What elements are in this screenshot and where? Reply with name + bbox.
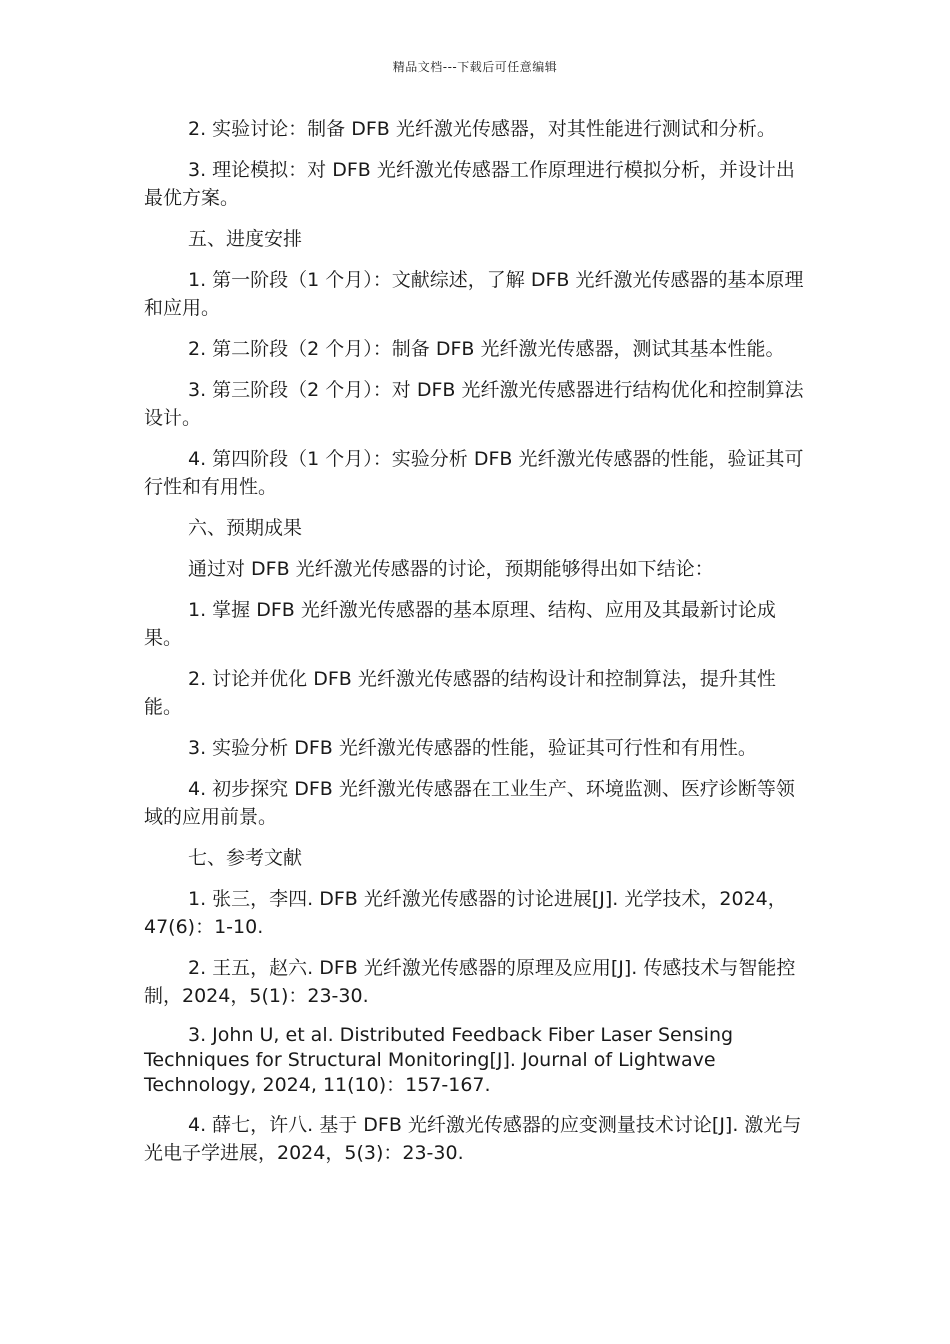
reference-3: 3. John U, et al. Distributed Feedback Fiber Laser Sensing Techniques for Structural Monitoring[J]. Journal of Lightwave Technology, 2024, 11(10)：157-167. [144,1024,734,1096]
document-body [144,115,810,1180]
page-header: 精品文档---下载后可任意编辑 [392,60,558,74]
schedule-stage-1: 1. 第一阶段（1 个月）：文献综述，了解 DFB 光纤激光传感器的基本原理和应用。 [144,269,804,319]
expected-result-4: 4. 初步探究 DFB 光纤激光传感器在工业生产、环境监测、医疗诊断等领域的应用前景。 [144,778,795,828]
expected-result-3: 3. 实验分析 DFB 光纤激光传感器的性能，验证其可行性和有用性。 [188,737,757,759]
reference-2: 2. 王五，赵六. DFB 光纤激光传感器的原理及应用[J]. 传感技术与智能控制，2024，5(1)：23-30. [144,957,796,1007]
section-heading-expected-results: 六、预期成果 [188,517,303,539]
expected-results-intro: 通过对 DFB 光纤激光传感器的讨论，预期能够得出如下结论： [188,558,714,580]
section-heading-references: 七、参考文献 [188,847,303,869]
reference-1: 1. 张三，李四. DFB 光纤激光传感器的讨论进展[J]. 光学技术，2024，47(6)：1-10. [144,888,787,938]
schedule-stage-3: 3. 第三阶段（2 个月）：对 DFB 光纤激光传感器进行结构优化和控制算法设计。 [144,379,804,429]
expected-result-2: 2. 讨论并优化 DFB 光纤激光传感器的结构设计和控制算法，提升其性能。 [144,668,776,718]
schedule-stage-4: 4. 第四阶段（1 个月）：实验分析 DFB 光纤激光传感器的性能，验证其可行性和有用性。 [144,448,804,498]
method-experiment: 2. 实验讨论：制备 DFB 光纤激光传感器，对其性能进行测试和分析。 [188,118,776,140]
section-heading-schedule: 五、进度安排 [188,228,303,250]
method-theory: 3. 理论模拟：对 DFB 光纤激光传感器工作原理进行模拟分析，并设计出最优方案。 [144,159,795,209]
expected-result-1: 1. 掌握 DFB 光纤激光传感器的基本原理、结构、应用及其最新讨论成果。 [144,599,776,649]
schedule-stage-2: 2. 第二阶段（2 个月）：制备 DFB 光纤激光传感器，测试其基本性能。 [188,338,785,360]
reference-4: 4. 薛七，许八. 基于 DFB 光纤激光传感器的应变测量技术讨论[J]. 激光与光电子学进展，2024，5(3)：23-30. [144,1114,802,1164]
